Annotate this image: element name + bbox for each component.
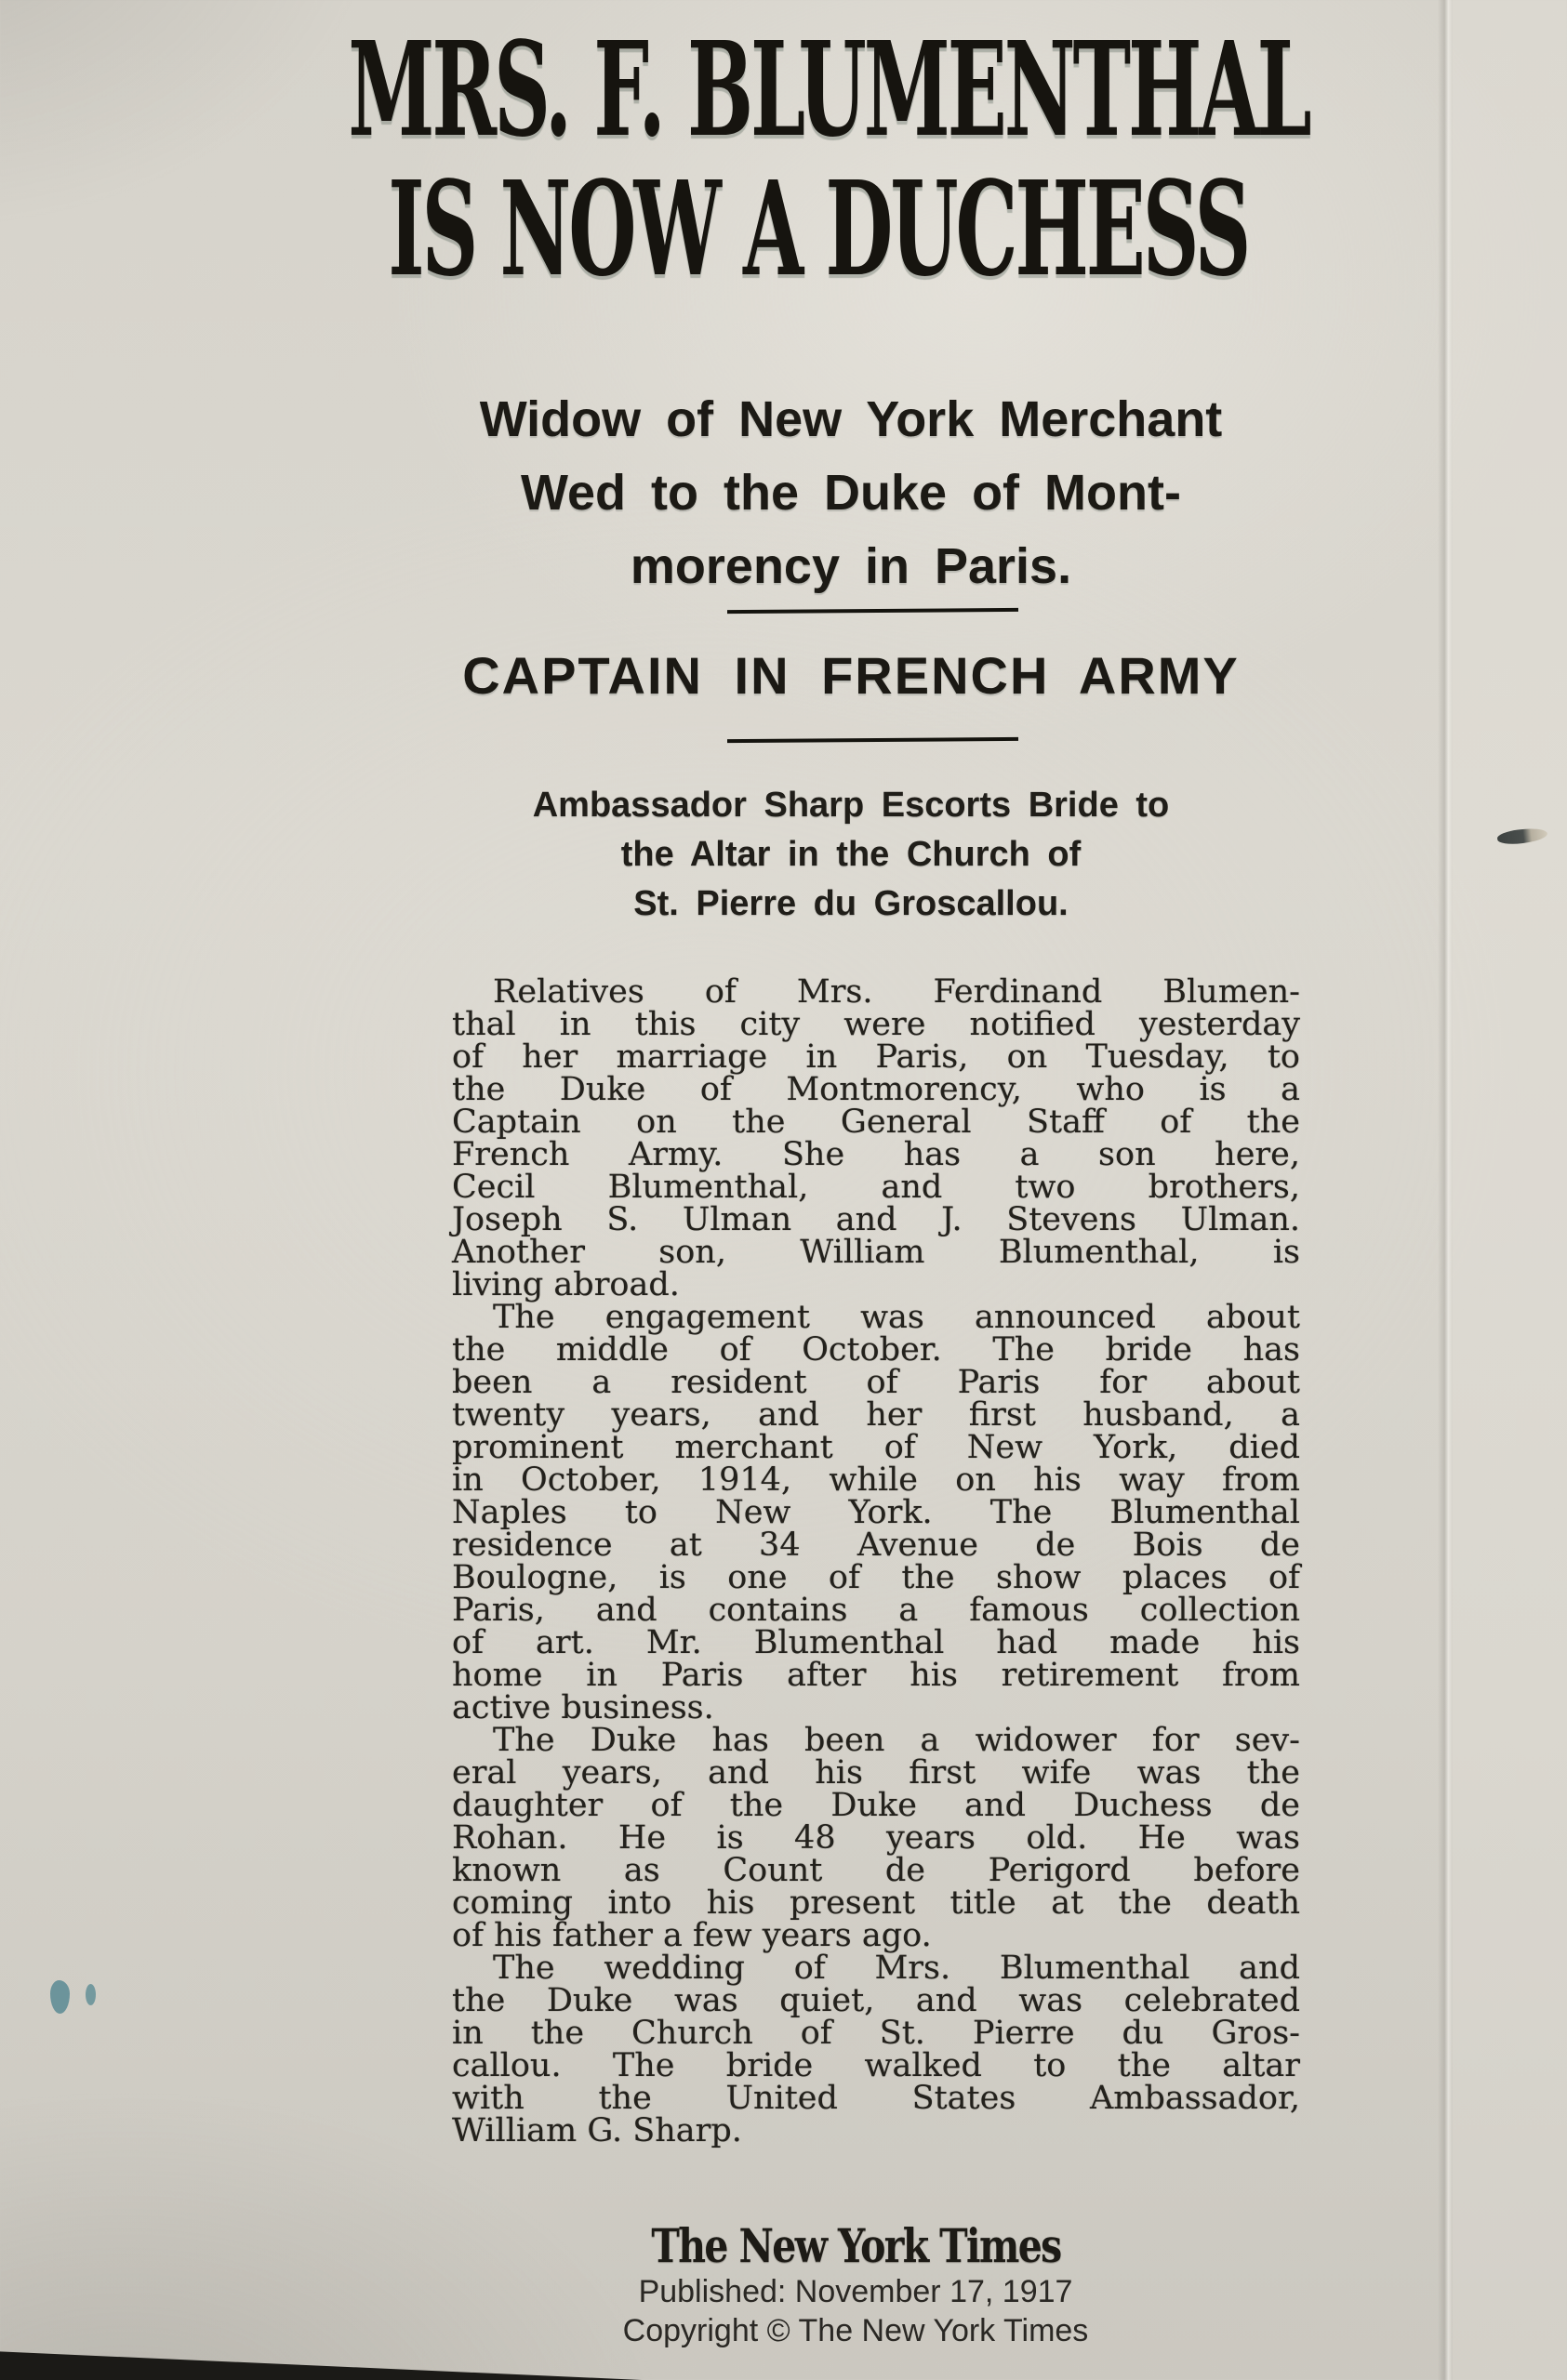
nyt-masthead-text: The New York Times: [650, 2218, 1061, 2273]
body-line: residence at 34 Avenue de Bois de: [452, 1527, 1300, 1564]
dark-surface-edge: [0, 2348, 642, 2380]
body-line: in October, 1914, while on his way from: [452, 1461, 1300, 1499]
published-date: Published: November 17, 1917: [638, 2274, 1073, 2309]
paper-fold-strip: [1453, 0, 1567, 2380]
body-line: been a resident of Paris for about: [452, 1364, 1300, 1401]
copyright-line: Copyright © The New York Times: [622, 2313, 1089, 2348]
body-line: the Duke of Montmorency, who is a: [452, 1071, 1300, 1108]
body-line: the Duke was quiet, and was celebrated: [452, 1982, 1300, 2019]
teal-ink-dot-large: [50, 1980, 70, 2014]
body-line: twenty years, and her first husband, a: [452, 1396, 1300, 1434]
subdeck-line: the Altar in the Church of: [620, 835, 1082, 874]
body-line: The Duke has been a widower for sev-: [493, 1722, 1300, 1759]
body-line: The wedding of Mrs. Blumenthal and: [493, 1950, 1300, 1987]
body-line: callou. The bride walked to the altar: [452, 2047, 1300, 2084]
headline-line1: MRS. F. BLUMENTHAL: [348, 14, 1309, 166]
body-line: of his father a few years ago.: [452, 1917, 932, 1954]
body-line: of art. Mr. Blumenthal had made his: [452, 1624, 1300, 1661]
body-line: known as Count de Perigord before: [452, 1852, 1300, 1889]
body-line: Another son, William Blumenthal, is: [452, 1234, 1300, 1271]
divider-rule-bottom: [727, 737, 1018, 743]
subdeck-line: St. Pierre du Groscallou.: [633, 884, 1069, 923]
body-line: prominent merchant of New York, died: [452, 1429, 1300, 1466]
body-line: Joseph S. Ulman and J. Stevens Ulman.: [452, 1201, 1300, 1238]
deck-line: morency in Paris.: [630, 538, 1072, 594]
body-line: coming into his present title at the death: [452, 1884, 1300, 1922]
body-line: with the United States Ambassador,: [452, 2080, 1300, 2117]
body-line: daughter of the Duke and Duchess de: [452, 1787, 1300, 1824]
deck-subheadline: [423, 383, 1279, 603]
body-line: Boulogne, is one of the show places of: [452, 1559, 1300, 1596]
headline-line2: IS NOW A DUCHESS: [388, 153, 1249, 306]
body-line: home in Paris after his retirement from: [452, 1657, 1300, 1694]
body-line: of her marriage in Paris, on Tuesday, to: [452, 1038, 1300, 1076]
body-line: the middle of October. The bride has: [452, 1331, 1300, 1368]
nyt-masthead: [521, 2220, 1190, 2272]
body-line: living abroad.: [452, 1266, 680, 1303]
body-line: in the Church of St. Pierre du Gros-: [452, 2015, 1300, 2052]
body-line: The engagement was announced about: [493, 1299, 1300, 1336]
body-line: French Army. She has a son here,: [452, 1136, 1300, 1173]
headline: [28, 14, 1567, 306]
body-line: Naples to New York. The Blumenthal: [452, 1494, 1300, 1531]
body-line: thal in this city were notified yesterday: [452, 1006, 1300, 1043]
body-line: Cecil Blumenthal, and two brothers,: [452, 1169, 1300, 1206]
body-line: Captain on the General Staff of the: [452, 1104, 1300, 1141]
sub-deck-headline: [423, 781, 1279, 929]
teal-ink-dot-small: [86, 1984, 96, 2005]
divider-rule-top: [727, 608, 1018, 614]
footer: [521, 2220, 1190, 2350]
body-line: active business.: [452, 1689, 714, 1726]
body-line: William G. Sharp.: [452, 2112, 742, 2149]
deck-line: Wed to the Duke of Mont-: [521, 465, 1181, 521]
kicker-headline: CAPTAIN IN FRENCH ARMY: [462, 646, 1240, 705]
body-line: eral years, and his first wife was the: [452, 1754, 1300, 1792]
article-body: [452, 973, 1300, 2149]
body-line: Relatives of Mrs. Ferdinand Blumen-: [493, 973, 1300, 1011]
body-line: Paris, and contains a famous collection: [452, 1592, 1300, 1629]
headline-row: [28, 153, 1567, 306]
headline-row: [28, 14, 1567, 166]
subdeck-line: Ambassador Sharp Escorts Bride to: [532, 786, 1170, 825]
paper-crease-vertical: [1438, 0, 1453, 2380]
deck-line: Widow of New York Merchant: [479, 391, 1223, 447]
body-line: Rohan. He is 48 years old. He was: [452, 1819, 1300, 1857]
